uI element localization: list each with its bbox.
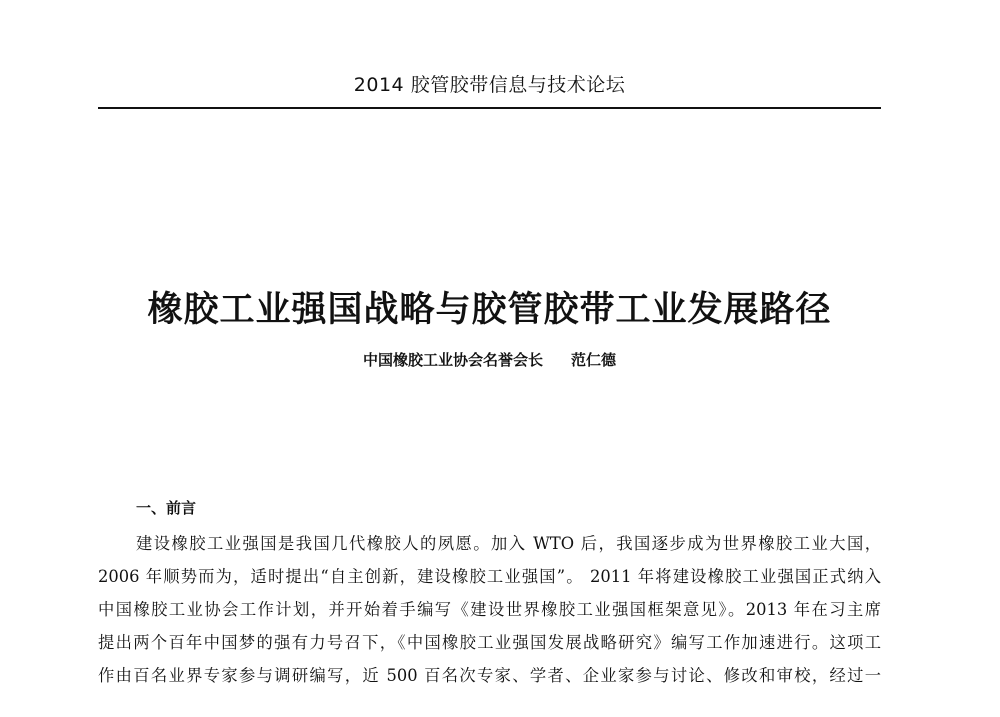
running-header: 2014 胶管胶带信息与技术论坛 <box>353 74 626 96</box>
body-paragraph <box>98 527 881 692</box>
section-heading: 一、前言 <box>136 499 197 517</box>
paragraph-line: 建设橡胶工业强国是我国几代橡胶人的夙愿。加入 WTO 后，我国逐步成为世界橡胶工业大国， <box>136 534 881 553</box>
paragraph-line: 提出两个百年中国梦的强有力号召下，《中国橡胶工业强国发展战略研究》编写工作加速进行。这项工 <box>98 633 881 652</box>
paragraph-line: 中国橡胶工业协会工作计划，并开始着手编写《建设世界橡胶工业强国框架意见》。2013 年在习主席 <box>98 600 881 619</box>
paragraph-line: 作由百名业界专家参与调研编写，近 500 百名次专家、学者、企业家参与讨论、修改和审校，经过一 <box>98 666 881 685</box>
header-rule <box>98 107 881 109</box>
article-title: 橡胶工业强国战略与胶管胶带工业发展路径 <box>147 289 832 330</box>
author-name: 范仁德 <box>571 351 617 369</box>
paragraph-line: 2006 年顺势而为，适时提出“自主创新，建设橡胶工业强国”。 2011 年将建设橡胶工业强国正式纳入 <box>98 567 881 586</box>
author-affiliation: 中国橡胶工业协会名誉会长 <box>362 351 543 369</box>
author-line <box>98 349 881 371</box>
